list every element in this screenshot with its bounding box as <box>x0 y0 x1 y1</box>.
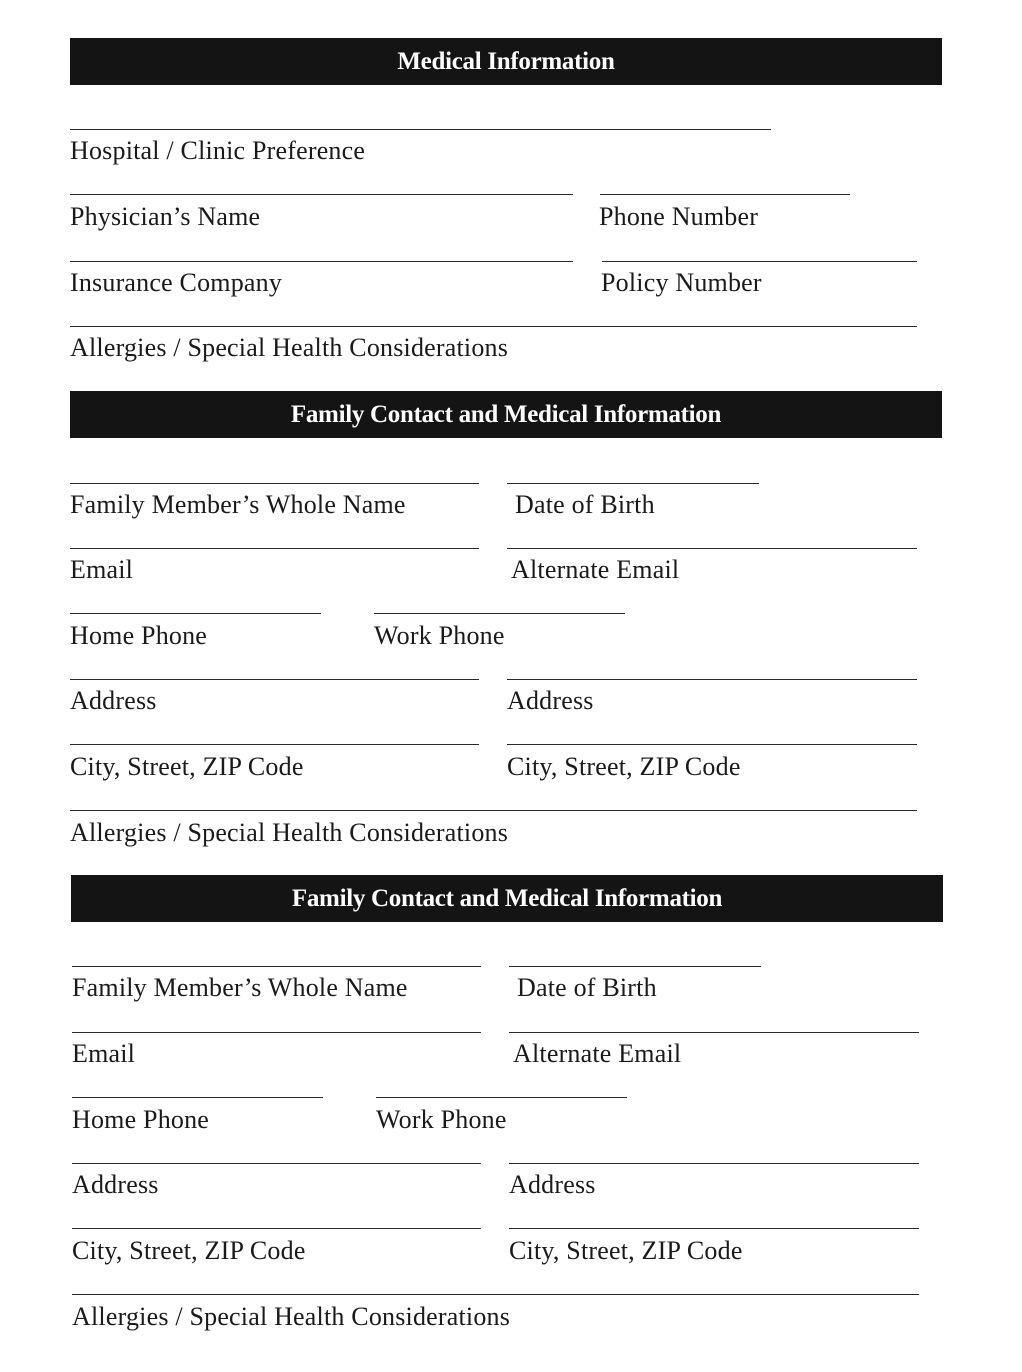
policy-number-label: Policy Number <box>601 268 762 297</box>
city-street-zip-label: City, Street, ZIP Code <box>72 1236 306 1265</box>
date-of-birth-field[interactable] <box>509 966 761 967</box>
work-phone-field[interactable] <box>374 613 625 614</box>
address-label-2: Address <box>509 1170 596 1199</box>
alternate-email-label: Alternate Email <box>513 1039 682 1068</box>
family-member-name-label: Family Member’s Whole Name <box>72 973 408 1002</box>
phone-number-field[interactable] <box>600 194 850 195</box>
physician-name-field[interactable] <box>70 194 573 195</box>
work-phone-label: Work Phone <box>376 1105 507 1134</box>
date-of-birth-label: Date of Birth <box>517 973 657 1002</box>
family-member-name-label: Family Member’s Whole Name <box>70 490 406 519</box>
home-phone-field[interactable] <box>70 613 321 614</box>
section-header-medical-information: Medical Information <box>70 38 942 85</box>
alternate-email-field[interactable] <box>509 1032 919 1033</box>
hospital-clinic-preference-label: Hospital / Clinic Preference <box>70 136 366 165</box>
family-member-name-field[interactable] <box>72 966 481 967</box>
address-label-2: Address <box>507 686 594 715</box>
physician-name-label: Physician’s Name <box>70 202 261 231</box>
insurance-company-label: Insurance Company <box>70 268 283 297</box>
alternate-email-label: Alternate Email <box>511 555 680 584</box>
date-of-birth-label: Date of Birth <box>515 490 655 519</box>
city-street-zip-label-2: City, Street, ZIP Code <box>507 752 741 781</box>
city-street-zip-field-2[interactable] <box>509 1228 919 1229</box>
work-phone-label: Work Phone <box>374 621 505 650</box>
email-field[interactable] <box>72 1032 481 1033</box>
email-field[interactable] <box>70 548 479 549</box>
city-street-zip-field[interactable] <box>72 1228 481 1229</box>
email-label: Email <box>72 1039 136 1068</box>
home-phone-label: Home Phone <box>70 621 208 650</box>
allergies-label: Allergies / Special Health Considerations <box>70 333 509 362</box>
city-street-zip-label: City, Street, ZIP Code <box>70 752 304 781</box>
allergies-label: Allergies / Special Health Considerations <box>72 1302 511 1331</box>
address-field-2[interactable] <box>507 679 917 680</box>
section-header-family-contact-2: Family Contact and Medical Information <box>71 875 943 922</box>
section-header-family-contact-1: Family Contact and Medical Information <box>70 391 942 438</box>
city-street-zip-field[interactable] <box>70 744 479 745</box>
allergies-label: Allergies / Special Health Considerations <box>70 818 509 847</box>
address-field[interactable] <box>72 1163 481 1164</box>
allergies-field[interactable] <box>72 1294 919 1295</box>
address-field[interactable] <box>70 679 479 680</box>
home-phone-label: Home Phone <box>72 1105 210 1134</box>
phone-number-label: Phone Number <box>599 202 759 231</box>
address-field-2[interactable] <box>509 1163 919 1164</box>
insurance-company-field[interactable] <box>70 261 573 262</box>
date-of-birth-field[interactable] <box>507 483 759 484</box>
city-street-zip-label-2: City, Street, ZIP Code <box>509 1236 743 1265</box>
home-phone-field[interactable] <box>72 1097 323 1098</box>
address-label: Address <box>72 1170 159 1199</box>
city-street-zip-field-2[interactable] <box>507 744 917 745</box>
address-label: Address <box>70 686 157 715</box>
hospital-clinic-preference-field[interactable] <box>70 129 771 130</box>
alternate-email-field[interactable] <box>507 548 917 549</box>
allergies-field[interactable] <box>70 326 917 327</box>
family-member-name-field[interactable] <box>70 483 479 484</box>
email-label: Email <box>70 555 134 584</box>
policy-number-field[interactable] <box>602 261 917 262</box>
work-phone-field[interactable] <box>376 1097 627 1098</box>
allergies-field[interactable] <box>70 810 917 811</box>
